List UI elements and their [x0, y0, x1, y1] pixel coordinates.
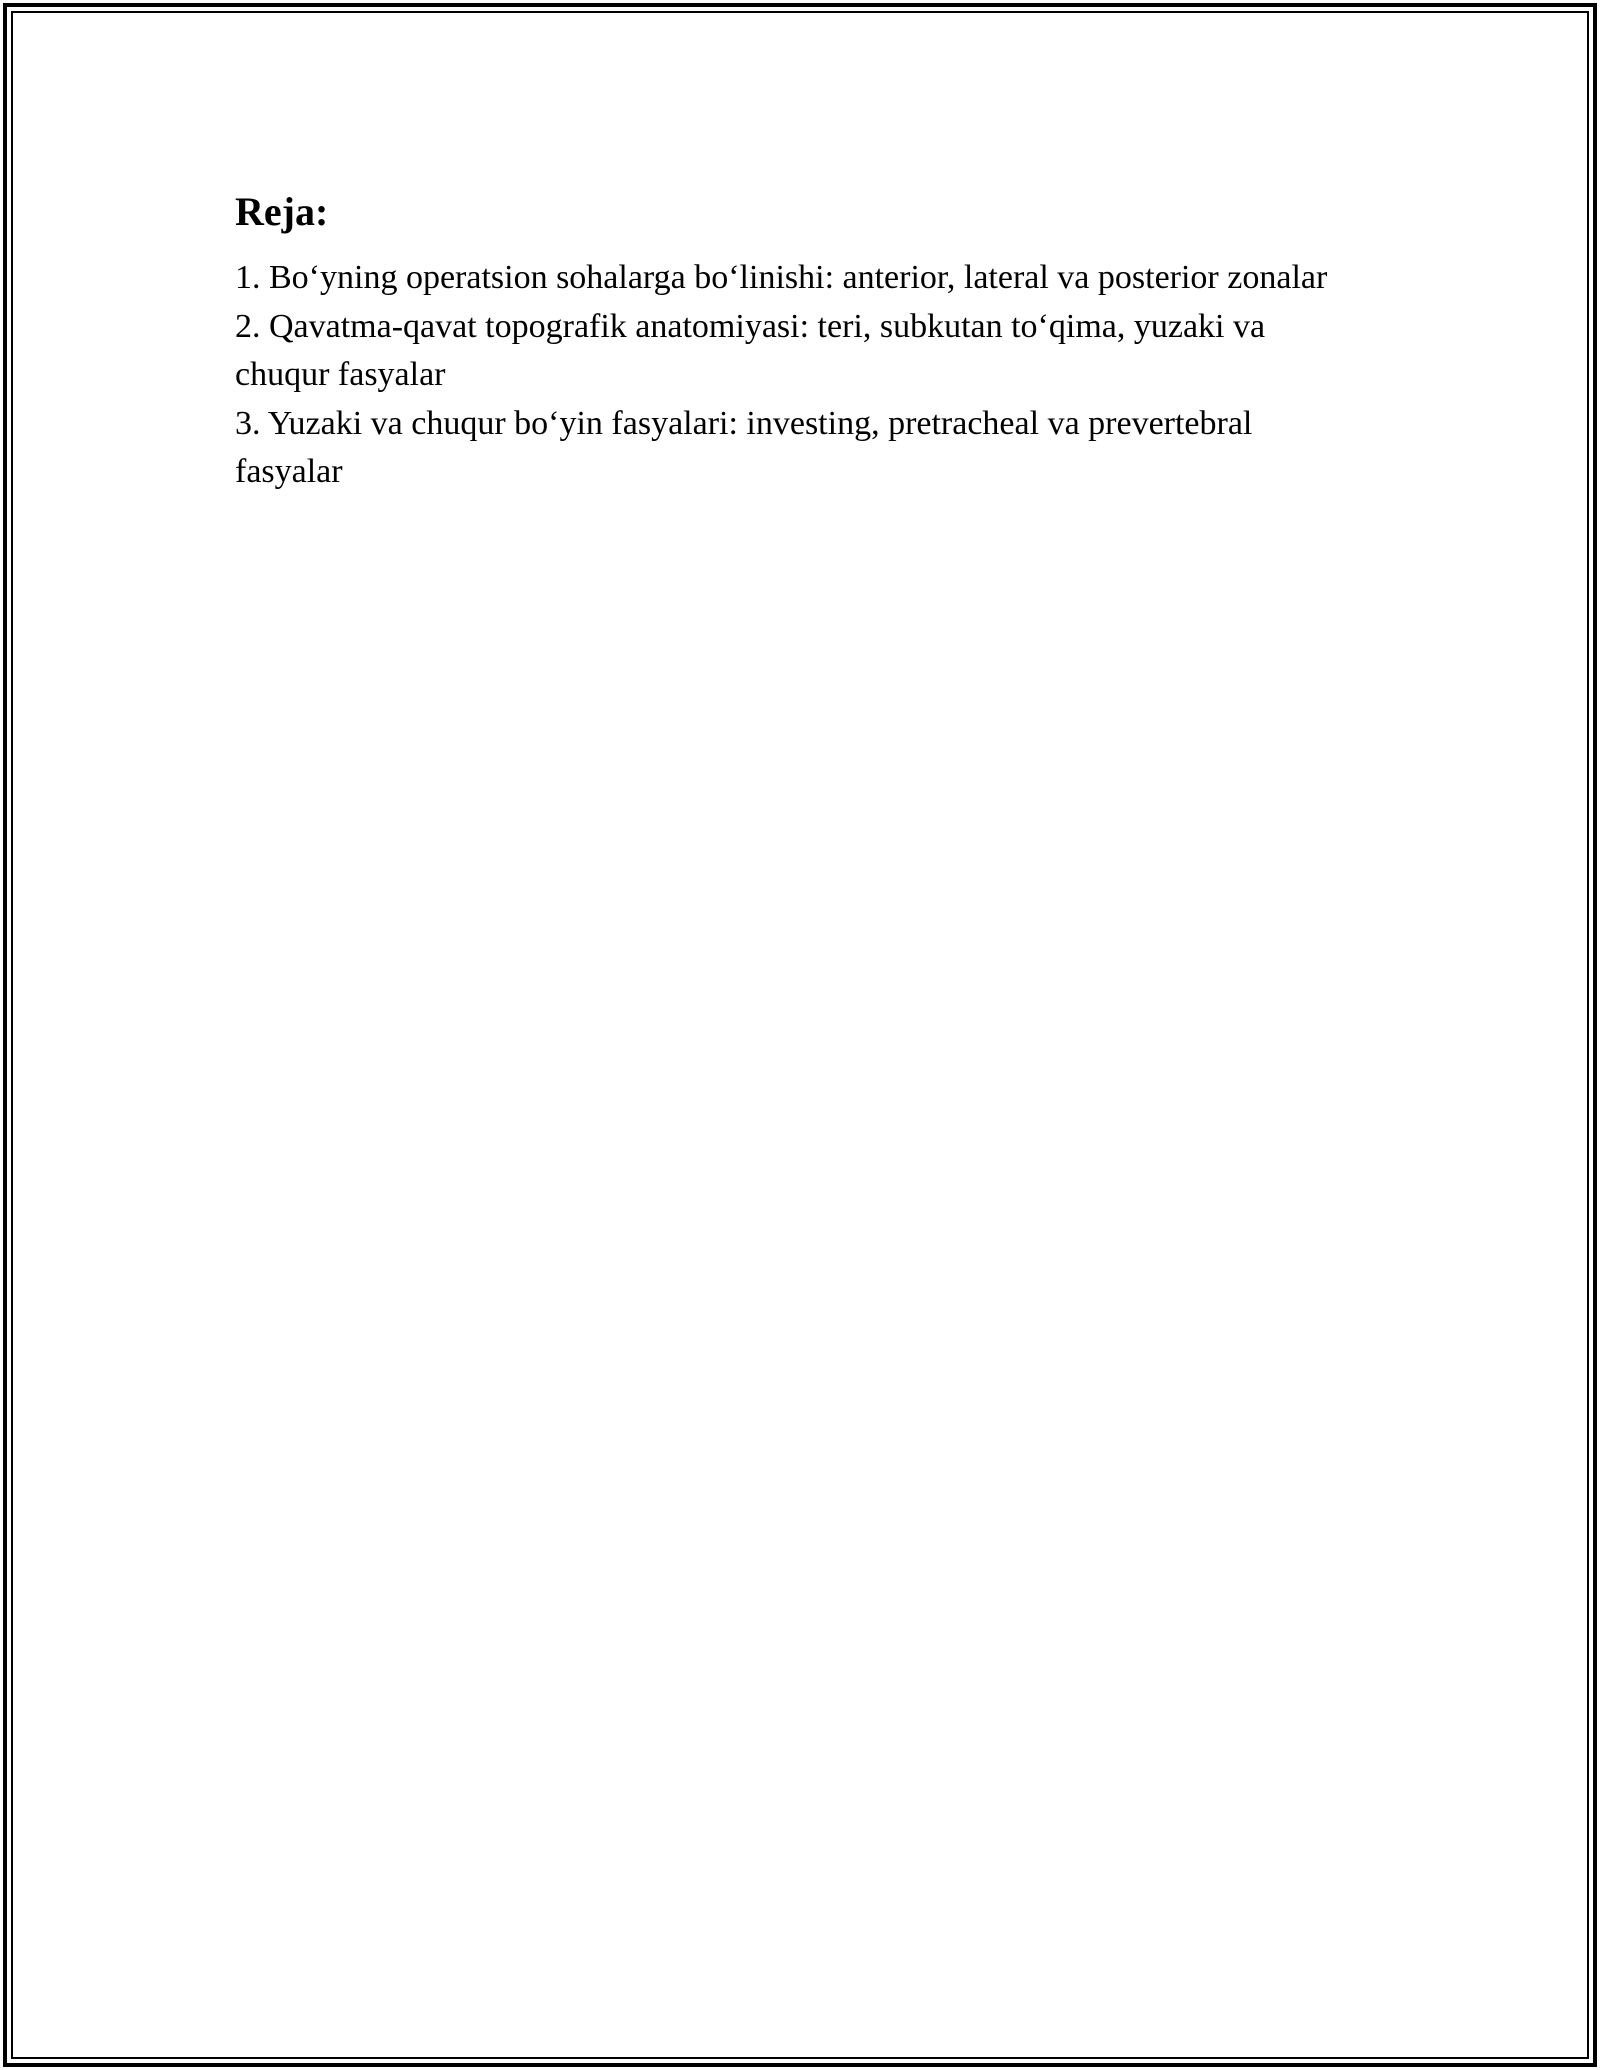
plan-item-2: 2. Qavatma-qavat topografik anatomiyasi: teri, subkutan to‘qima, yuzaki va chuqur fasyalar [235, 307, 1266, 393]
plan-heading: Reja: [235, 189, 329, 234]
plan-item-1: 1. Bo‘yning operatsion sohalarga bo‘linishi: anterior, lateral va posterior zonalar [235, 259, 1328, 296]
plan-list [235, 254, 1365, 497]
document-body [235, 184, 1365, 497]
plan-item-3: 3. Yuzaki va chuqur bo‘yin fasyalari: investing, pretracheal va prevertebral fasyalar [235, 404, 1253, 490]
